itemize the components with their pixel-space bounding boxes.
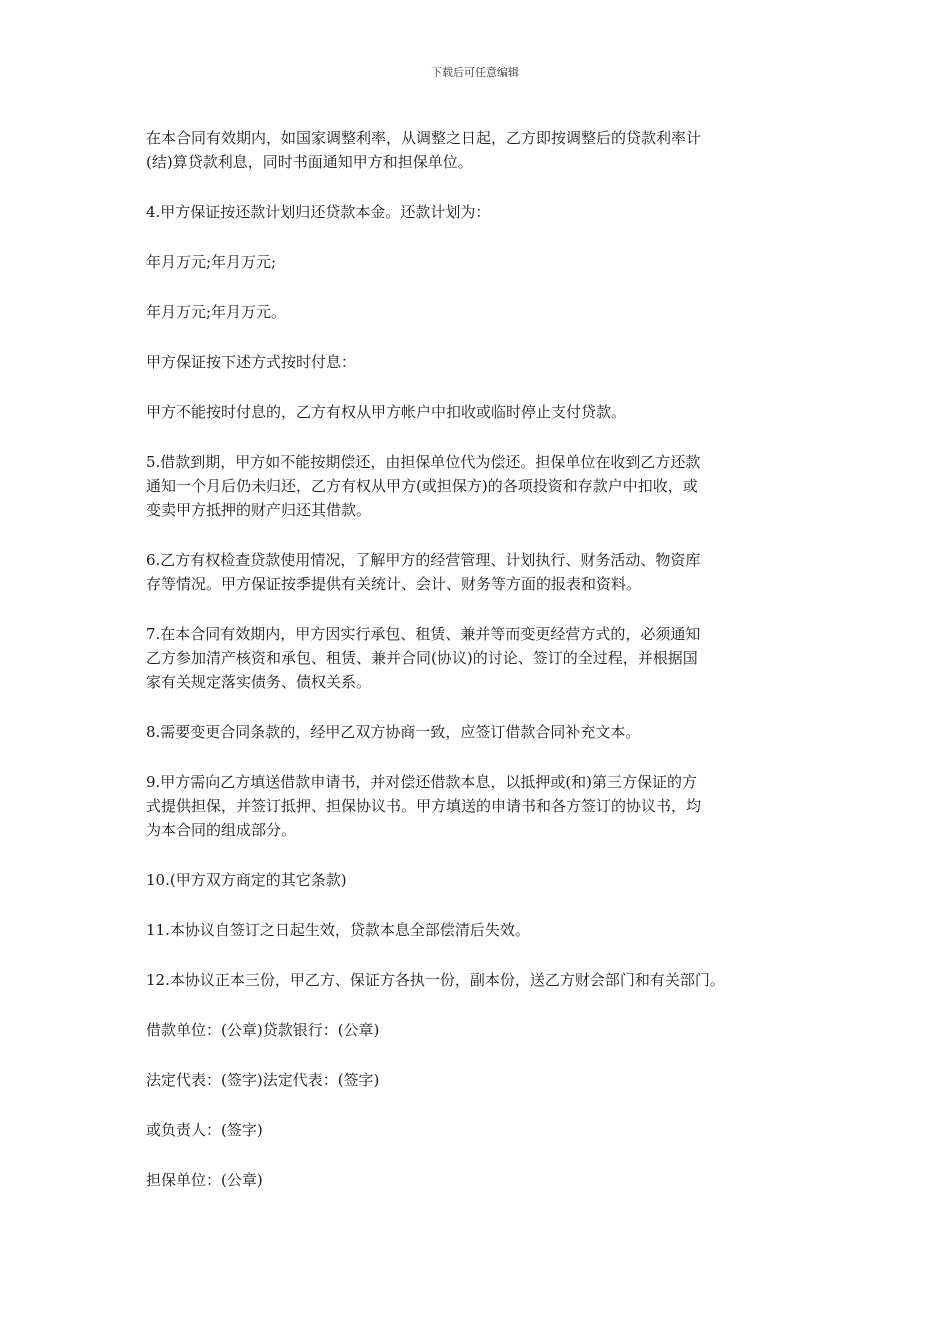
paragraph-clause-9: 9.甲方需向乙方填送借款申请书，并对偿还借款本息，以抵押或(和)第三方保证的方 式提供担保，并签订抵押、担保协议书。甲方填送的申请书和各方签订的协议书，均 为本合同的组成部分。 — [146, 773, 702, 839]
paragraph-clause-7: 7.在本合同有效期内，甲方因实行承包、租赁、兼并等而变更经营方式的，必须通知 乙方参加清产核资和承包、租赁、兼并合同(协议)的讨论、签订的全过程，并根据国 家有关规定落实债务、债权关系。 — [146, 625, 701, 691]
paragraph-repayment-schedule-2: 年月万元;年月万元。 — [146, 303, 287, 321]
paragraph-repayment-schedule-1: 年月万元;年月万元; — [146, 253, 277, 271]
page-header: 下载后可任意编辑 — [431, 66, 519, 79]
paragraph-clause-11: 11.本协议自签订之日起生效，贷款本息全部偿清后失效。 — [146, 921, 530, 939]
signature-guarantor: 担保单位：(公章) — [146, 1171, 263, 1189]
paragraph-clause-10: 10.(甲方双方商定的其它条款) — [146, 871, 347, 889]
signature-borrower-bank: 借款单位：(公章)贷款银行：(公章) — [146, 1021, 380, 1039]
paragraph-clause-4: 4.甲方保证按还款计划归还贷款本金。还款计划为： — [146, 203, 491, 221]
paragraph-clause-5: 5.借款到期，甲方如不能按期偿还，由担保单位代为偿还。担保单位在收到乙方还款 通知一个月后仍未归还，乙方有权从甲方(或担保方)的各项投资和存款户中扣收，或 变卖甲方抵押的财产归还其借款。 — [146, 453, 701, 519]
paragraph-late-interest: 甲方不能按时付息的，乙方有权从甲方帐户中扣收或临时停止支付贷款。 — [146, 403, 627, 421]
paragraph-clause-6: 6.乙方有权检查贷款使用情况，了解甲方的经营管理、计划执行、财务活动、物资库 存等情况。甲方保证按季提供有关统计、会计、财务等方面的报表和资料。 — [146, 551, 701, 593]
document-body — [146, 126, 826, 1218]
paragraph-clause-12: 12.本协议正本三份，甲乙方、保证方各执一份，副本份，送乙方财会部门和有关部门。 — [146, 971, 725, 989]
paragraph-clause-8: 8.需要变更合同条款的，经甲乙双方协商一致，应签订借款合同补充文本。 — [146, 723, 641, 741]
paragraph-interest-adjustment: 在本合同有效期内，如国家调整利率，从调整之日起，乙方即按调整后的贷款利率计 (结)算贷款利息，同时书面通知甲方和担保单位。 — [146, 129, 702, 171]
signature-responsible-person: 或负责人：(签字) — [146, 1121, 263, 1139]
signature-legal-representatives: 法定代表：(签字)法定代表：(签字) — [146, 1071, 380, 1089]
paragraph-interest-method: 甲方保证按下述方式按时付息： — [146, 353, 357, 371]
